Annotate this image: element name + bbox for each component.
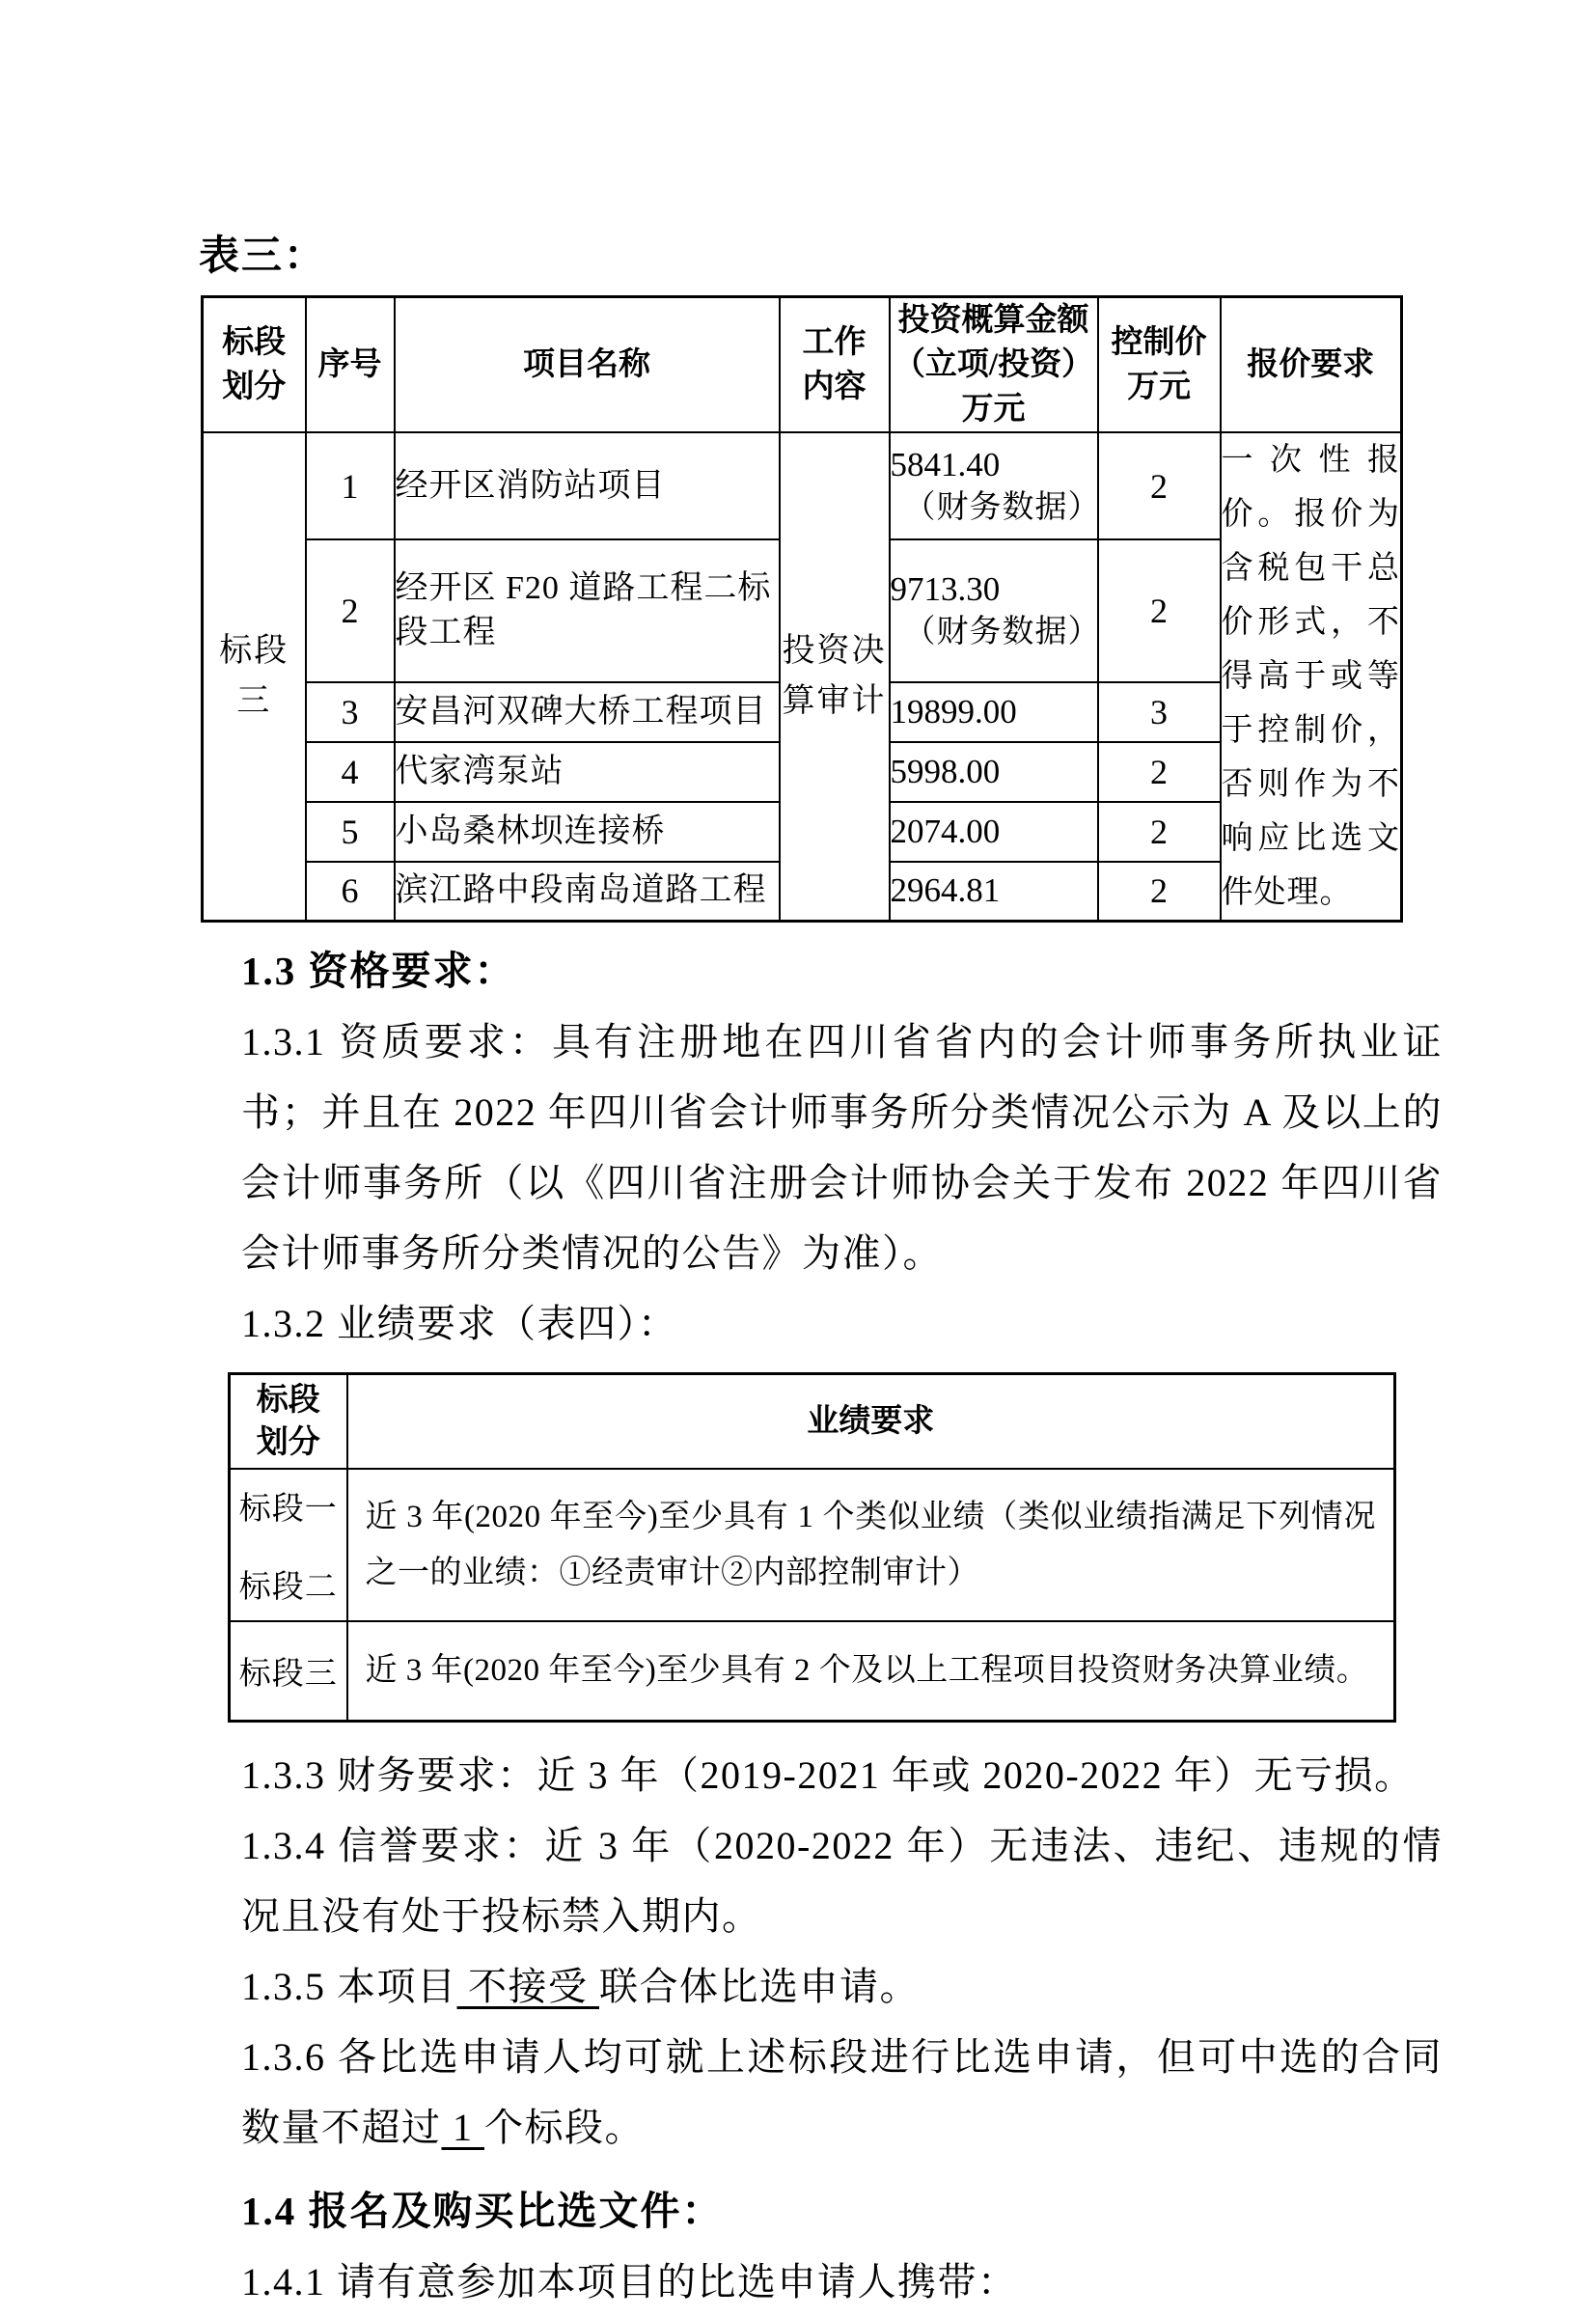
cell-amount: 2074.00 bbox=[890, 802, 1098, 862]
cell-seq: 2 bbox=[306, 539, 395, 682]
table3-header-control: 控制价 万元 bbox=[1098, 297, 1221, 433]
requirement-cell: 近 3 年(2020 年至今)至少具有 1 个类似业绩（类似业绩指满足下列情况之一的业绩：①经责审计②内部控制审计） bbox=[347, 1469, 1395, 1621]
quote-requirement-cell: 一次性报价。报价为含税包干总价形式，不得高于或等于控制价，否则作为不响应比选文件处理。 bbox=[1221, 432, 1402, 922]
cell-project-name: 小岛桑林坝连接桥 bbox=[395, 802, 780, 862]
amount-note: （财务数据） bbox=[903, 615, 1101, 650]
segment-label: 标段二 bbox=[238, 1569, 338, 1605]
amount-value: 5841.40 bbox=[890, 445, 1001, 483]
cell-seq: 5 bbox=[306, 802, 395, 862]
underlined-text: 1 bbox=[441, 2106, 484, 2149]
para-1-3-1: 1.3.1 资质要求：具有注册地在四川省省内的会计师事务所执业证书；并且在 2022 年四川省会计师事务所分类情况公示为 A 及以上的会计师事务所（以《四川省注册会计师协会关于发布 2022 年四川省会计师事务所分类情况的公告》为准）。 bbox=[241, 1020, 1443, 1275]
amount-note: （财务数据） bbox=[903, 489, 1101, 525]
underlined-text: 不接受 bbox=[456, 1965, 599, 2008]
para-1-3-6: 1.3.6 各比选申请人均可就上述标段进行比选申请，但可中选的合同数量不超过 1 个标段。 bbox=[241, 2035, 1443, 2149]
table4-row-2 bbox=[230, 1621, 1395, 1722]
cell-seq: 4 bbox=[306, 742, 395, 802]
cell-project-name: 代家湾泵站 bbox=[395, 742, 780, 802]
cell-project-name: 经开区消防站项目 bbox=[395, 432, 780, 539]
cell-amount: 5998.00 bbox=[890, 742, 1098, 802]
table3-row-1 bbox=[203, 432, 1402, 539]
segment-labels-cell: 标段三 bbox=[230, 1621, 347, 1722]
para-1-3-4: 1.3.4 信誉要求：近 3 年（2020-2022 年）无违法、违纪、违规的情况且没有处于投标禁入期内。 bbox=[241, 1824, 1443, 1938]
cell-control-price: 2 bbox=[1098, 802, 1221, 862]
para-1-3-2: 1.3.2 业绩要求（表四）： bbox=[241, 1302, 678, 1345]
cell-seq: 1 bbox=[306, 432, 395, 539]
cell-control-price: 2 bbox=[1098, 539, 1221, 682]
table4-row-1 bbox=[230, 1469, 1395, 1621]
section-label-cell: 标段三 bbox=[203, 432, 306, 922]
cell-seq: 6 bbox=[306, 862, 395, 922]
para-1-3-3: 1.3.3 财务要求：近 3 年（2019-2021 年或 2020-2022 年）无亏损。 bbox=[241, 1753, 1415, 1797]
table3-header-row bbox=[203, 297, 1402, 433]
cell-control-price: 3 bbox=[1098, 682, 1221, 742]
cell-project-name: 安昌河双碑大桥工程项目 bbox=[395, 682, 780, 742]
table4-header-row bbox=[230, 1374, 1395, 1469]
table3-header-no: 序号 bbox=[306, 297, 395, 433]
table3-header-section: 标段 划分 bbox=[203, 297, 306, 433]
cell-amount: 19899.00 bbox=[890, 682, 1098, 742]
cell-amount: 2964.81 bbox=[890, 862, 1098, 922]
table4-performance-requirements bbox=[228, 1372, 1396, 1723]
table3-header-work: 工作 内容 bbox=[780, 297, 890, 433]
heading-1-4: 1.4 报名及购买比选文件： bbox=[241, 2189, 724, 2233]
amount-value: 9713.30 bbox=[890, 570, 1001, 609]
table4-header-requirement: 业绩要求 bbox=[347, 1374, 1395, 1469]
cell-project-name: 滨江路中段南岛道路工程 bbox=[395, 862, 780, 922]
para-1-3-5: 1.3.5 本项目 不接受 联合体比选申请。 bbox=[241, 1965, 920, 2008]
cell-control-price: 2 bbox=[1098, 862, 1221, 922]
table3-header-name: 项目名称 bbox=[395, 297, 780, 433]
segment-label: 标段一 bbox=[238, 1491, 338, 1527]
para-1-4-1: 1.4.1 请有意参加本项目的比选申请人携带： bbox=[241, 2260, 1018, 2303]
cell-seq: 3 bbox=[306, 682, 395, 742]
heading-1-3: 1.3 资格要求： bbox=[241, 949, 516, 993]
cell-control-price: 2 bbox=[1098, 742, 1221, 802]
work-content-cell: 投资决算审计 bbox=[780, 432, 890, 922]
requirement-cell: 近 3 年(2020 年至今)至少具有 2 个及以上工程项目投资财务决算业绩。 bbox=[347, 1621, 1395, 1722]
table3-caption: 表三： bbox=[199, 234, 327, 279]
cell-amount bbox=[890, 539, 1101, 682]
cell-amount bbox=[890, 432, 1101, 539]
table4-header-section: 标段 划分 bbox=[230, 1374, 347, 1469]
table3-header-quote: 报价要求 bbox=[1221, 297, 1402, 433]
cell-project-name: 经开区 F20 道路工程二标段工程 bbox=[395, 539, 780, 682]
table3-header-amount: 投资概算金额 （立项/投资） 万元 bbox=[890, 297, 1098, 433]
table3-bid-sections bbox=[201, 295, 1403, 923]
cell-control-price: 2 bbox=[1098, 432, 1221, 539]
segment-labels-cell bbox=[230, 1469, 347, 1621]
